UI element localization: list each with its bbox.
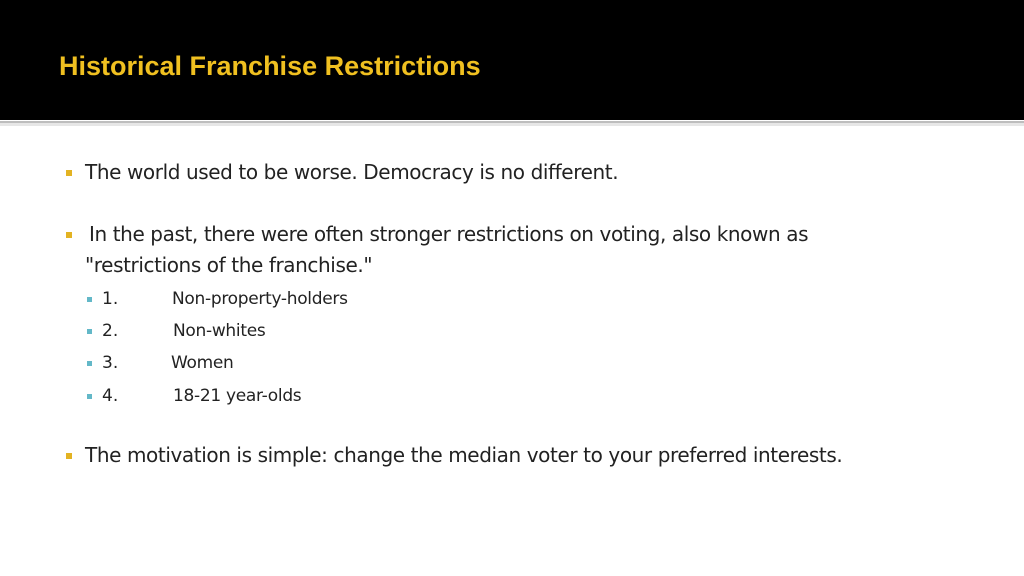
sub-item-number: 4. (102, 386, 119, 406)
title-divider-shadow (0, 123, 1024, 126)
bullet-marker (66, 453, 72, 459)
sub-bullet-marker (87, 361, 92, 366)
bullet-text: In the past, there were often stronger restrictions on voting, also known as (89, 222, 809, 246)
bullet-text: The motivation is simple: change the median voter to your preferred interests. (85, 443, 843, 467)
sub-item-label: Non-whites (173, 321, 266, 341)
bullet-marker (66, 170, 72, 176)
sub-item-number: 3. (102, 353, 119, 373)
title-bar (0, 0, 1024, 120)
sub-bullet-marker (87, 297, 92, 302)
sub-bullet-marker (87, 329, 92, 334)
sub-item-label: Non-property-holders (172, 289, 348, 309)
bullet-text: The world used to be worse. Democracy is no different. (85, 160, 619, 184)
sub-item-label: 18-21 year-olds (173, 386, 302, 406)
sub-item-number: 2. (102, 321, 119, 341)
slide-title: Historical Franchise Restrictions (59, 51, 481, 81)
sub-item-number: 1. (102, 289, 119, 309)
sub-item-label: Women (171, 353, 234, 373)
bullet-marker (66, 232, 72, 238)
bullet-text-continued: "restrictions of the franchise." (85, 253, 373, 277)
sub-bullet-marker (87, 394, 92, 399)
